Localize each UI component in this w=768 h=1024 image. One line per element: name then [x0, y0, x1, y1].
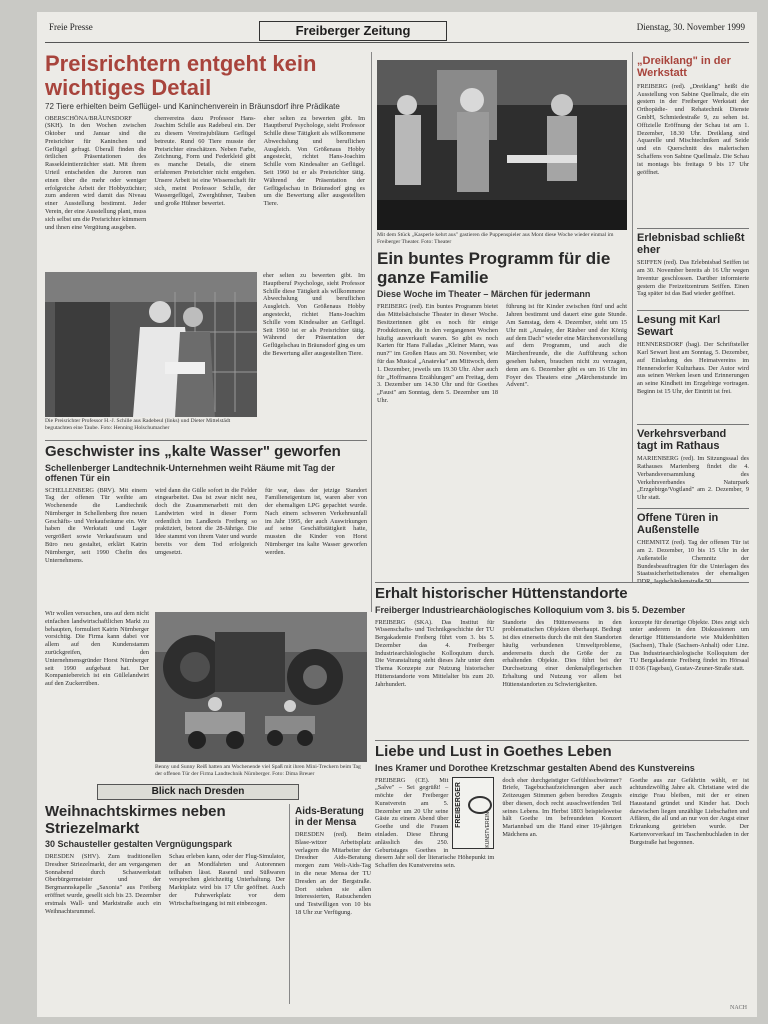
masthead [37, 12, 757, 48]
theater-photo-image [377, 60, 627, 230]
weihnacht-headline: Weihnachtskirmes neben Striezelmarkt [45, 804, 226, 837]
aids-headline: Aids-Beratung in der Mensa [295, 806, 364, 828]
goethe-subhead: Ines Kramer und Dorothee Kretzschmar gestalten Abend des Kunstvereins [375, 762, 695, 773]
offene-headline: Offene Türen in Außenstelle [637, 512, 719, 537]
geschwister-photo-image [155, 612, 367, 762]
dreiklang-article [637, 56, 749, 226]
geschwister-photo-caption: Benny und Sunny Reiß hatten am Wochenende viel Spaß mit ihren Mini-Treckern beim Tag der offenen Tür der Firma Landtechnik Nürnberger. Foto: Dima Breuer [155, 764, 361, 777]
column-divider [632, 52, 633, 582]
theater-columns [377, 303, 627, 404]
divider [637, 424, 749, 425]
erlebnisbad-headline: Erlebnisbad schließt eher [637, 232, 745, 257]
huetten-article [375, 586, 749, 706]
erlebnisbad-article [637, 232, 749, 308]
divider [375, 582, 749, 583]
masthead-divider [45, 42, 749, 43]
geschwister-text-col3: für war, dass der jetzige Standort Familieneigentum ist, waren aber von der ehemaligen LPG gepachtet wurde. Nach einem schweren Verkehrsunfall im Jahr 1995, der auch Auswirkungen auf seine Geschäftstätigkeit hatte, mussten die Kinder von Horst Nürnberger ins kalte Wasser geworfen werden. [265, 486, 367, 556]
divider [375, 740, 749, 741]
huetten-text-col3: konzepte für derartige Objekte. Dies zeigt sich unter anderem in den Diskussionen um derartige Hüttenstandorte wie Muldenhütten (Sachsen), Thale (Sachsen-Anhalt) oder Linz. Das Industriearchäologische Kolloquium der TU Bergakademie Freiberg findet im Hörsaal II 036 (Tagebau), Gustav-Zeuner-Straße statt. [629, 618, 749, 673]
geschwister-article [45, 444, 367, 609]
theater-subhead: Diese Woche im Theater – Märchen für jedermann [377, 289, 591, 300]
lead-continuation-text: eher selten zu bewerten gibt. Im Hauptberuf Psychologe, sieht Professor Schille diese Tätigkeit als willkommene Abwechslung und beruflichen Ausgleich. Von Größenaus Hobby angesteckt, richtet Hans-Joachim Schille vom Kindesalter an Geflügel. Seit 1960 ist er als Preisrichter tätig. Während der Präsentation der Geflügelschau in Bräunsdorf ging es um die Bewertung aller ausgestellten Tiere. [263, 272, 365, 357]
masthead-date: Dienstag, 30. November 1999 [636, 22, 745, 32]
weihnacht-article [45, 804, 285, 1004]
dreiklang-headline: „Dreiklang" in der Werkstatt [637, 56, 731, 79]
geschwister-text-col1: SCHELLENBERG (BRV). Mit einem Tag der offenen Tür weihte am Wochenende die Landtechnik Nürnberger in Schellenberg ihre neuen Geschäfts- und Verkaufsräume ein. Wir haben die Werkstatt und Lager vergrößert sowie Verkaufsraum und Büro neu gestaltet, erklärt Katrin Nürnberger, seit 1990 Chefin des Unternehmens. [45, 486, 147, 564]
lead-photo-caption: Die Preisrichter Professor H.-J. Schille aus Radebeul (links) und Dieter Mittelstädt begutachten eine Taube. Foto: Henning Holschumacher [45, 418, 231, 431]
lead-columns [45, 115, 365, 232]
logo-text-right: KUNSTVEREIN [485, 811, 492, 848]
lead-text-col3: eher selten zu bewerten gibt. Im Hauptberuf Psychologe, sieht Professor Schille diese Tätigkeit als willkommene Abwechslung und beruflichen Ausgleich. Von Größenaus Hobby angesteckt, richtet Hans-Joachim Schille vom Kindesalter an Geflügel. Seit 1960 ist er als Preisrichter tätig. Während der Präsentation der Geflügelschau in Bräunsdorf ging es um die Bewertung aller ausgestellten Tiere. [263, 114, 365, 208]
huetten-subhead: Freiberger Industriearchäologisches Kolloquium vom 3. bis 5. Dezember [375, 604, 686, 615]
section-bar-dresden: Blick nach Dresden [97, 784, 299, 800]
divider [45, 440, 367, 441]
verkehr-headline: Verkehrsverband tagt im Rathaus [637, 428, 727, 453]
theater-article [377, 250, 627, 570]
goethe-headline: Liebe und Lust in Goethes Leben [375, 744, 612, 760]
theater-headline: Ein buntes Programm für die ganze Familie [377, 250, 611, 287]
verkehr-text: MARIENBERG (red). Im Sitzungssaal des Rathauses Marienberg findet die 4. Verbandsversammlung des Verkehrsverbandes Naturpark „Erzgebirge/Vogtland" am 2. Dezember, 9 Uhr statt. [637, 455, 749, 502]
geschwister-continuation [45, 610, 149, 782]
theater-photo [377, 60, 627, 230]
goethe-columns [375, 777, 749, 871]
divider [637, 310, 749, 311]
goethe-text-col3: Goethe aus zur Gefährtin wählt, er ist achtundzwölfig Jahre alt. Christiane wird die einzige Frau bleiben, mit der er einen Hausstand gründet und Kinder hat. Doch dazwischen liegen unzählige Liebschaften und Affären, die all und an nur von der Angst einer Erkrankung getrieben wurde. Der Kartenvorverkauf im Taschenbuchladen in der Burgstraße hat begonnen. [629, 776, 749, 846]
lead-headline: Preisrichtern entgeht kein wichtiges Detail [45, 52, 317, 100]
weihnacht-subhead: 30 Schausteller gestalten Vergnügungspark [45, 839, 233, 849]
lead-text-col2: chenvereins dazu Professor Hans-Joachim Schille aus Radebeul ein. Der zu diesem Vereinsjubiläum Geflügel betreute. Rund 60 Tiere musste der Preisrichter einschätzen. Neben Farbe, Zeichnung, Form und Federkleid gibt es manche Details, die einem erfahrenen Preisrichter nicht entgehen. Unsere Arbeit ist eine Wissenschaft für sich, meint Professor Schille, der Wassergeflügel, Zwerghühner, Tauben und große Hühner bewertet. [154, 114, 256, 208]
offene-article [637, 512, 749, 584]
offene-text: CHEMNITZ (red). Tag der offenen Tür ist am 2. Dezember, 10 bis 15 Uhr in der Außenstelle Chemnitz der Bundesbeauftragten für die Unterlagen des Staatssicherheitsdienstes der ehemaligen [637, 539, 749, 578]
verkehr-article [637, 428, 749, 506]
lead-subhead: 72 Tiere erhielten beim Geflügel- und Kaninchenverein in Bräunsdorf ihre Prädikate [45, 101, 340, 111]
column-divider [289, 804, 290, 1004]
lesung-article [637, 314, 749, 422]
lesung-text: HENNERSDORF (hag). Der Schriftsteller Karl Sewart liest am Sonntag, 5. Dezember, auf Einladung des Heimatvereins im Hennersdorfer Kulturhaus. Der Autor wird aus seinen Werken lesen und Erinnerungen an seine Kindheit im Erzgebirge vortragen. Beginn ist 15 Uhr, der Eintritt ist frei. [637, 341, 749, 395]
lead-article [45, 52, 365, 272]
geschwister-headline: Geschwister ins „kalte Wasser" geworfen [45, 444, 341, 460]
lead-photo [45, 272, 257, 417]
geschwister-subhead: Schellenberger Landtechnik-Unternehmen weiht Räume mit Tag der offenen Tür ein [45, 462, 335, 483]
aids-article [295, 806, 371, 1006]
goethe-text-col1: FREIBERG (CE). Mit „Salve" – Sei gegrüßt! – möchte der Freiberger Kunstverein am 5. Dezember um 20 Uhr seine Gäste zu einem Abend über Goethe und die Frauen einladen. Diese Ehrung anlässlich des 250. Geburtstages Goethes in diesem Jahr soll der literarische Höhepunkt im Schaffen des Kunstvereins sein. [375, 776, 495, 870]
masthead-title: Freiberger Zeitung [259, 21, 447, 41]
huetten-text-col2: Standorte des Hüttenwesens in den problematischen Objekten überhaupt. Bedingt ist dies einerseits durch die mit den Standorten häufig verbundenen Umweltprobleme, andererseits durch die Größe der zu erhaltenden Objekte. Dies führt bei der Durchsetzung einer denkmalpflegerischen Erhaltung und Nutzung vor allem bei Hüttenstandorten zu Schwierigkeiten. [502, 618, 622, 688]
column-divider [371, 52, 372, 612]
huetten-headline: Erhalt historischer Hüttenstandorte [375, 586, 628, 602]
lead-continuation [263, 272, 365, 437]
theater-photo-caption: Mit dem Stück „Kasperle kehrt aus" gastieren die Puppenspieler aus Mont diese Woche wieder einmal im Freiberger Theater. Foto: Theater [377, 232, 614, 245]
kunstverein-logo [452, 777, 494, 849]
geschwister-photo [155, 612, 367, 762]
weihnacht-text-col1: DRESDEN (SHV). Zum traditionellen Dresdner Striezelmarkt, der am vergangenen Sonnabend durch Schauwerkstatt Oberbürgermeister und der Bergmannskapelle „Saxonia" aus Freiberg eröffnet wurde, gesellt sich bis 23. Dezember erstmals Wall- und Marktstraße auch ein Weihnachtsrummel. [45, 853, 161, 915]
aids-text: DRESDEN (red). Beim Blase-witzer Arbeitsplatz verlagern die Mitarbeiter der Dresdner Aids-Beratung morgen zum Welt-Aids-Tag in die neue Mensa der TU Dresden an der Bergstraße. Dort stehen sie allen Interessierten, Ratsuchenden und Testwilligen von 10 bis 18 Uhr zur Verfügung. [295, 831, 371, 916]
geschwister-text-lower: Wir wollen versuchen, uns auf dem nicht einfachen landwirtschaftlichen Markt zu behaupten, formuliert Katrin Nürnberger vorsichtig. Die Firma kann dabei vor allem auf den Kundenstamm zurückgreifen, den Unternehmensgründer Horst Nürnberger seit 1990 aufgebaut hat. Der Kompaniebereich ist ein Güllelandwirt auf den Zuckerrüben. [45, 610, 149, 688]
divider [637, 228, 749, 229]
geschwister-text-col2: wird dann die Gülle sofort in die Felder eingearbeitet. Das ist zwar nicht neu, doch die Zusammenarbeit mit den Landwirten wird in dieser Form ordentlich im Landkreis Freiberg so praktiziert, betont die 28-Jährige. Die Idee stammt von ihrem Vater und wurde bereits vor dem Tod erfolgreich umgesetzt. [155, 486, 257, 556]
lead-text-col1: OBERSCHÖNA/BRÄUNSDORF (SKH). In den Wochen zwischen Oktober und Januar sind die Preisrichter für Kaninchen und Geflügel gefragt. Überall finden die örtlichen Präsentationen des Rassekleintierzüchter statt. Mit ihrem Urteil entscheiden die Juroren nun einen über die mehr oder weniger erfolgreiche Arbeit der Hobbyzüchter; zum anderen wird damit das Niveau einer Ausstellung bestimmt. Jeder Verein, der eine Ausstellung plant, muss sich selbst um die Preisrichter kümmern und ihnen eine Vergütung ausgeben. [45, 114, 147, 231]
weihnacht-columns [45, 853, 285, 915]
theater-text-col2: führung ist für Kinder zwischen fünf und acht Jahren bestimmt und dauert eine gute Stunde. Am Samstag, dem 4. Dezember, steht um 15 Uhr mit „Amaley, der Räuber und der König auf dem Dach" wieder eine Märchenvorstellung auf dem Programm, und auch die Märchenfreunde, die die Aufführung schon gesehen haben, brauchen nicht zu verzagen, denn am 6. Dezember gibt es um 16 Uhr im Foyer des Theaters eine „Märchenstunde im Advent". [506, 303, 627, 389]
erlebnisbad-text: SEIFFEN (red). Das Erlebnisbad Seiffen ist am 30. November bereits ab 16 Uhr wegen Inventur geschlossen. Darüber informierte gestern die Freizeitzentrum Seiffen. Einen Tag später ist das Bad wieder geöffnet. [637, 259, 749, 298]
huetten-columns [375, 619, 749, 689]
lesung-headline: Lesung mit Karl Sewart [637, 314, 721, 339]
theater-text-col1: FREIBERG (red). Ein buntes Programm bietet das Mittelsächsische Theater in dieser Woche. Besitzerinnen gibt es noch für einige Produktionen, die in den vergangenen Wochen häufig ausverkauft waren. So gibt es noch Karten für Hans Falladas „Kleiner Mann, was nun?" im Großen Haus am 30. November, wie für das Musical „Anatevka" am Mittwoch, dem 1. Dezember, jeweils um 19.30 Uhr. Aber auch für „Hoffmanns Erzählungen" am Freitag, dem 3. Dezember um 14.30 Uhr und für Goethes „Faust" am Sonntag, dem 5. Dezember um 18 Uhr. [377, 303, 498, 404]
huetten-text-col1: FREIBERG (SKA). Das Institut für Wissenschafts- und Technikgeschichte der TU Bergakademie Freiberg führt vom 3. bis 5. Dezember das 4. Freiberger Industriearchäologische Kolloquium durch. Die Veranstaltung steht dieses Jahr unter dem Thema Konzepte zur Nutzung historischer Hüttenstandorte vom Mittelalter bis zum 20. Jahrhundert. [375, 618, 495, 688]
logo-text-left: FREIBERGER [455, 781, 463, 828]
goethe-text-col2: doch eher durchgeistigter Gefühlsschwärmer? Briefe, Tagebuchaufzeichnungen aber auch Zeitzeugen Stimmen geben beredtes Zeugnis über diesen, doch recht ausschweifenden Teil seines Lebens. Im Herbst 1803 beispielsweise hält Goethe im befreundeten Konzert Mariannbad um die Hand einer 19-jährigen Mädchens an. [502, 776, 622, 839]
dreiklang-text: FREIBERG (red). „Dreiklang" heißt die Ausstellung von Sabine Quellmalz, die ein gestern in der Freiberger Werkstatt der Orthopädie- und Rehatechnik Dienste GmbH, Schmiedestraße 9, zu sehen ist. Offizielle Eröffnung der Schau ist am 1. Dezember, 18.30 Uhr. Dreiklang sind Aquarelle und Mischtechniken auf Seide und ein Querschnitt des malerischen Schaffens von Sabine Quellmalz. Die Schau ist montags bis freitags 9 bis 17 Uhr geöffnet. [637, 82, 749, 176]
masthead-publication: Freie Presse [49, 22, 93, 32]
goethe-article [375, 744, 749, 1009]
lead-photo-image [45, 272, 257, 417]
geschwister-columns [45, 487, 367, 565]
newspaper-page [37, 12, 757, 1017]
page-code: NACH [729, 1005, 747, 1011]
divider [637, 508, 749, 509]
weihnacht-text-col2: Schau erleben kann, oder der Flug-Simulator, der an Mondfahrten und Autorennen teilhaben lässt. Rasend und Süßwaren versprechen gleichzeitig Unterhaltung. Der Marktplatz wird bis 17 Uhr geöffnet. Auch der Fuhrwerkplatz vor dem Wirtschaftseingang ist mit einbezogen. [169, 853, 285, 907]
